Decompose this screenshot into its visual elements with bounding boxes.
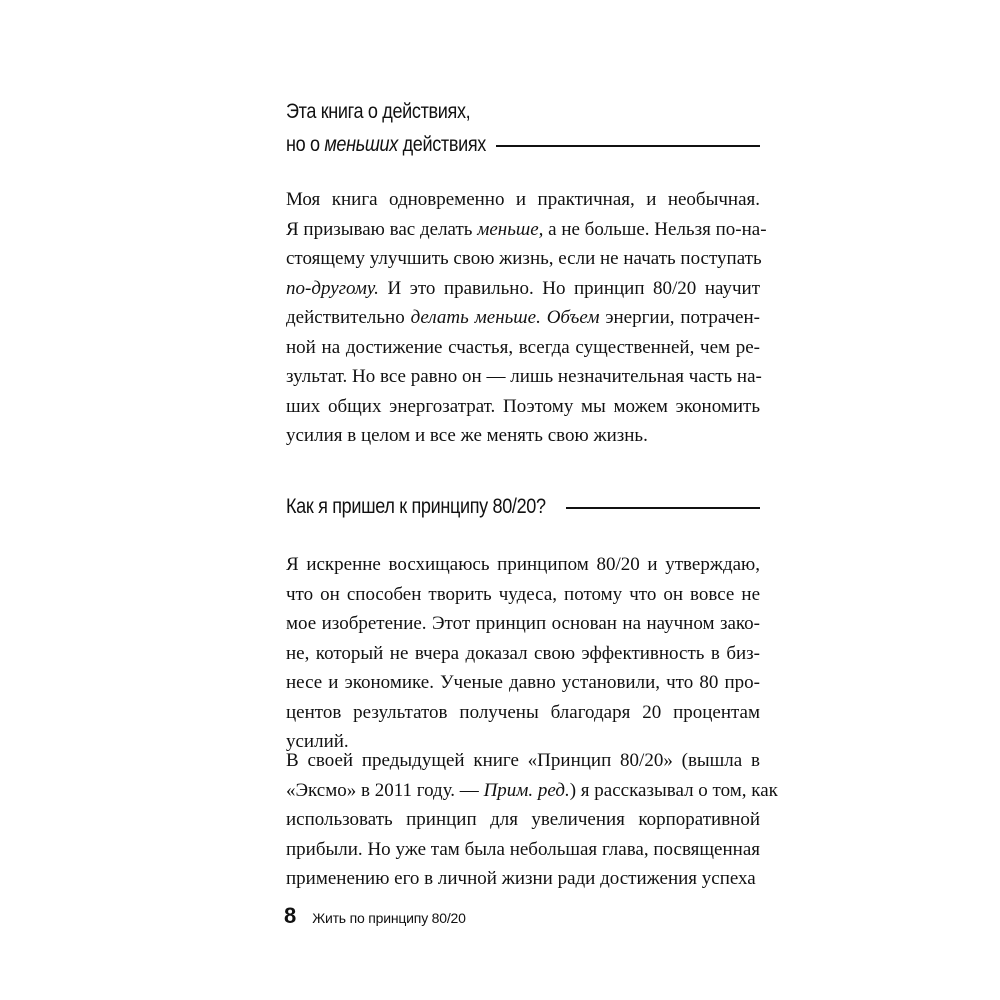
text-run: стоящему улучшить свою жизнь, если не начать поступать xyxy=(286,248,762,269)
heading-text-post: действиях xyxy=(397,133,486,156)
text-line xyxy=(286,698,760,728)
text-line xyxy=(286,362,760,392)
text-run: Я призываю вас делать xyxy=(286,218,478,240)
page-footer xyxy=(284,903,466,929)
emphasis-run: делать меньше. Объем xyxy=(410,307,600,328)
text-line xyxy=(286,392,760,422)
text-line xyxy=(286,609,760,639)
text-run: применению его в личной жизни ради достижения успеха xyxy=(286,868,756,889)
text-line xyxy=(286,864,760,894)
paragraph-3 xyxy=(286,746,778,894)
text-run: Я искренне восхищаюсь принципом 80/20 и утверждаю, xyxy=(286,554,760,575)
emphasis-run: меньше, xyxy=(477,218,544,240)
text-run: не, который не вчера доказал свою эффективность в биз- xyxy=(286,642,760,664)
emphasis-run: Прим. ред. xyxy=(483,779,570,801)
text-run: В своей предыдущей книге «Принцип 80/20» (вышла в xyxy=(286,750,760,771)
text-line xyxy=(286,668,760,698)
text-run: ших общих энергозатрат. Поэтому мы можем экономить xyxy=(286,395,760,417)
text-run: несе и экономике. Ученые давно установили, что 80 про- xyxy=(286,672,760,693)
text-line xyxy=(286,746,760,776)
text-run: зультат. Но все равно он — лишь незначительная часть на- xyxy=(286,366,762,387)
paragraph-1 xyxy=(286,185,767,451)
heading-rule-1 xyxy=(496,145,760,147)
text-run: ной на достижение счастья, всегда существенней, чем ре- xyxy=(286,336,760,358)
heading-rule-2 xyxy=(566,507,760,509)
text-run: использовать принцип для увеличения корпоративной xyxy=(286,809,760,830)
paragraph-2 xyxy=(286,550,760,757)
text-run: «Эксмо» в 2011 году. — xyxy=(286,779,484,801)
text-line xyxy=(286,550,760,580)
text-run: прибыли. Но уже там была небольшая глава, посвященная xyxy=(286,838,760,860)
text-line xyxy=(286,215,767,245)
text-line xyxy=(286,303,760,333)
text-run: энергии, потрачен- xyxy=(599,307,760,328)
text-line xyxy=(286,805,760,835)
text-run: усилия в целом и все же менять свою жизнь. xyxy=(286,425,648,446)
text-line xyxy=(286,639,760,669)
text-run: усилий. xyxy=(286,731,349,752)
text-line xyxy=(286,185,760,215)
emphasis-run: по-другому. xyxy=(286,277,379,299)
section-heading-1-line-1: Эта книга о действиях, xyxy=(286,100,471,123)
text-line xyxy=(286,421,760,451)
section-heading-1-line-2 xyxy=(286,131,486,159)
text-line xyxy=(286,274,760,304)
text-run: ) я рассказывал о том, как xyxy=(569,779,778,801)
text-run: И это правильно. Но принцип 80/20 научит xyxy=(378,277,760,299)
text-line xyxy=(286,244,760,274)
text-run: мое изобретение. Этот принцип основан на научном зако- xyxy=(286,613,760,634)
text-line xyxy=(286,776,778,806)
running-title: Жить по принципу 80/20 xyxy=(312,910,466,926)
text-run: Моя книга одновременно и практичная, и необычная. xyxy=(286,189,760,210)
heading-text-emphasis: меньших xyxy=(324,133,398,156)
text-line xyxy=(286,580,760,610)
page-number: 8 xyxy=(284,903,297,928)
text-line xyxy=(286,835,760,865)
text-run: центов результатов получены благодаря 20 процентам xyxy=(286,701,760,723)
text-run: а не больше. Нельзя по-на- xyxy=(543,218,767,240)
section-heading-2: Как я пришел к принципу 80/20? xyxy=(286,495,546,518)
text-run: действительно xyxy=(286,307,411,328)
text-line xyxy=(286,333,760,363)
heading-text-pre: но о xyxy=(286,133,325,156)
text-run: что он способен творить чудеса, потому что он вовсе не xyxy=(286,583,760,605)
